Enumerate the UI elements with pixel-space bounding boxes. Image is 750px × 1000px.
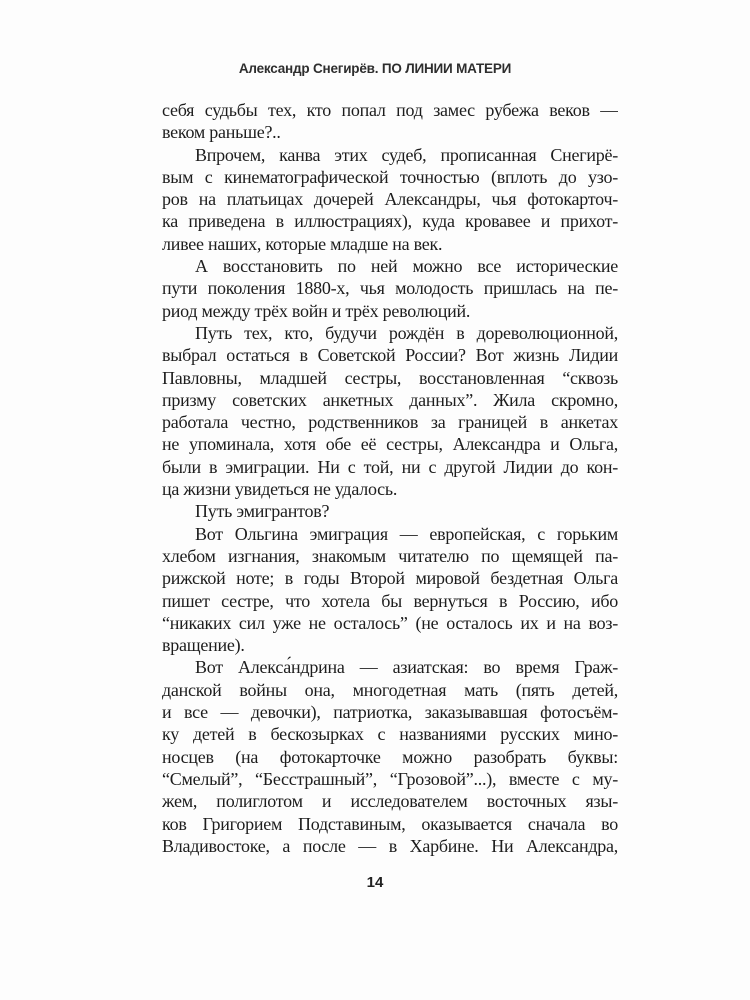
text-line: Впрочем, канва этих судеб, прописанная Снегирё- <box>195 144 618 165</box>
text-line: хлебом изгнания, знакомым читателю по щемящей па- <box>162 545 618 566</box>
text-line: ка приведена в иллюстрациях), куда кровавее и прихот- <box>162 211 618 232</box>
text-block <box>162 99 618 857</box>
text-line: Путь эмигрантов? <box>195 501 330 522</box>
text-line: пути поколения 1880-х, чья молодость пришлась на пе- <box>162 278 618 299</box>
text-line: веком раньше?.. <box>162 122 281 143</box>
text-line: вым с кинематографической точностью (вплоть до узо- <box>162 166 618 187</box>
text-line: призму советских анкетных данных”. Жила скромно, <box>162 389 618 410</box>
text-line: Вот Ольгина эмиграция — европейская, с горьким <box>195 523 618 544</box>
text-line: вращение). <box>162 635 245 656</box>
running-header: Александр Снегирёв. ПО ЛИНИИ МАТЕРИ <box>238 61 512 76</box>
text-line: пишет сестре, что хотела бы вернуться в Россию, ибо <box>162 590 618 611</box>
page-number: 14 <box>366 874 384 891</box>
text-line: Павловны, младшей сестры, восстановленная “сквозь <box>162 367 618 388</box>
text-line: А восстановить по ней можно все исторические <box>195 256 618 277</box>
text-line: ку детей в бескозырках с названиями русских мино- <box>162 724 618 745</box>
text-line: данской войны она, многодетная мать (пять детей, <box>162 679 618 700</box>
text-line: “Смелый”, “Бесстрашный”, “Грозовой”...), вместе с му- <box>162 768 618 789</box>
text-line: не упоминала, хотя обе её сестры, Александра и Ольга, <box>162 434 618 455</box>
text-line: носцев (на фотокарточке можно разобрать буквы: <box>162 746 618 767</box>
text-line: ца жизни увидеться не удалось. <box>162 479 398 500</box>
text-line: ров на платьицах дочерей Александры, чья фотокарточ- <box>162 189 618 210</box>
text-line: выбрал остаться в Советской России? Вот жизнь Лидии <box>162 345 618 366</box>
text-line: ливее наших, которые младше на век. <box>162 233 443 254</box>
text-line: Путь тех, кто, будучи рождён в дореволюционной, <box>195 322 618 343</box>
text-line: жем, полиглотом и исследователем восточных язы- <box>162 791 618 812</box>
text-line: “никаких сил уже не осталось” (не осталось их и на воз- <box>162 612 618 633</box>
text-line: рижской ноте; в годы Второй мировой бездетная Ольга <box>162 568 618 589</box>
text-line: работала честно, родственников за границей в анкетах <box>162 412 618 433</box>
text-line: были в эмиграции. Ни с той, ни с другой Лидии до кон- <box>162 456 618 477</box>
text-line: Владивостоке, а после — в Харбине. Ни Александра, <box>162 835 618 856</box>
text-line: Вот Алекса́ндрина — азиатская: во время Граж- <box>195 657 618 678</box>
text-line: и все — девочки), патриотка, заказывавшая фотосъём- <box>162 702 618 723</box>
text-line: риод между трёх войн и трёх революций. <box>162 300 471 321</box>
text-line: ков Григорием Подставиным, оказывается сначала во <box>162 813 618 834</box>
text-line: себя судьбы тех, кто попал под замес рубежа веков — <box>162 100 618 120</box>
